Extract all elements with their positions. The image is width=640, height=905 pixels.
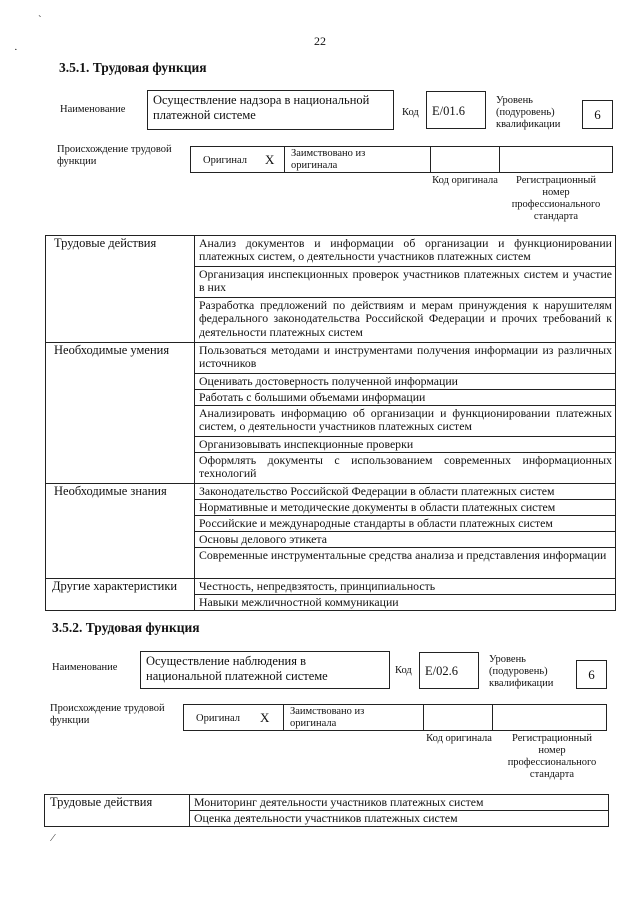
level-label: Уровень (подуровень) квалификации [496, 95, 561, 130]
table-row [45, 795, 609, 811]
list-item: Организовывать инспекционные проверки [195, 437, 616, 453]
origin-row [190, 146, 613, 173]
reg-number-caption: Регистрационный номер профессионального стандарта [511, 175, 601, 222]
list-item: Оформлять документы с использованием современных информационных технологий [195, 453, 616, 484]
borrowed-label: Заимствовано из оригинала [291, 148, 366, 171]
function-table [45, 235, 616, 611]
function-table [44, 794, 609, 827]
original-label: Оригинал [196, 713, 240, 724]
original-mark: X [265, 152, 275, 167]
level-label: Уровень (подуровень) квалификации [489, 654, 554, 689]
code-value-box: E/01.6 [426, 91, 486, 129]
labor-actions-label: Трудовые действия [45, 795, 190, 827]
other-label: Другие характеристики [46, 579, 195, 611]
code-label: Код [402, 107, 419, 118]
origin-row [183, 704, 607, 731]
list-item: Навыки межличностной коммуникации [195, 595, 616, 611]
original-label: Оригинал [203, 155, 247, 166]
original-mark: X [260, 710, 270, 725]
borrowed-label: Заимствовано из оригинала [290, 706, 365, 729]
function-name-box: Осуществление наблюдения в национальной платежной системе [140, 651, 390, 689]
list-item: Оценивать достоверность полученной информации [195, 374, 616, 390]
list-item: Честность, непредвзятость, принципиальность [195, 579, 616, 595]
list-item: Современные инструментальные средства анализа и представления информации [195, 548, 616, 579]
borrowed-cell [283, 704, 424, 731]
list-item: Мониторинг деятельности участников платежных систем [190, 795, 609, 811]
list-item: Основы делового этикета [195, 532, 616, 548]
page-number: 22 [314, 34, 326, 48]
section-title: 3.5.1. Трудовая функция [59, 60, 207, 75]
labor-actions-label: Трудовые действия [46, 236, 195, 343]
list-item: Работать с большими объемами информации [195, 390, 616, 406]
list-item: Российские и международные стандарты в области платежных систем [195, 516, 616, 532]
list-item: Разработка предложений по действиям и мерам принуждения к нарушителям федерального законодательства Российской Федерации и прочих требований к деятельности платежных систем [195, 298, 616, 343]
code-label: Код [395, 665, 412, 676]
scan-mark: · [14, 44, 18, 56]
section-title: 3.5.2. Трудовая функция [52, 620, 200, 635]
origin-code-caption: Код оригинала [426, 733, 492, 744]
reg-number-cell [499, 146, 613, 173]
list-item: Анализ документов и информации об организации и функционировании платежных систем, о деятельности участников платежных систем [195, 236, 616, 267]
scan-mark: ` [38, 14, 42, 26]
origin-code-caption: Код оригинала [432, 175, 498, 186]
origin-label: Происхождение трудовой функции [50, 703, 165, 726]
list-item: Нормативные и методические документы в области платежных систем [195, 500, 616, 516]
name-label: Наименование [52, 662, 118, 673]
skills-label: Необходимые умения [46, 343, 195, 484]
level-value-box: 6 [576, 660, 607, 689]
original-cell [190, 146, 285, 173]
table-row [46, 484, 616, 500]
code-value-box: E/02.6 [419, 652, 479, 689]
function-name-box: Осуществление надзора в национальной платежной системе [147, 90, 394, 130]
knowledge-label: Необходимые знания [46, 484, 195, 579]
list-item: Анализировать информацию об организации и функционировании платежных систем, о деятельности участников платежных систем [195, 406, 616, 437]
table-row [46, 579, 616, 595]
list-item: Законодательство Российской Федерации в области платежных систем [195, 484, 616, 500]
name-label: Наименование [60, 104, 126, 115]
original-cell [183, 704, 284, 731]
origin-code-cell [423, 704, 493, 731]
origin-code-cell [430, 146, 500, 173]
list-item: Пользоваться методами и инструментами получения информации из различных источников [195, 343, 616, 374]
table-row [46, 343, 616, 374]
reg-number-cell [492, 704, 607, 731]
list-item: Оценка деятельности участников платежных систем [190, 811, 609, 827]
level-value-box: 6 [582, 100, 613, 129]
origin-label: Происхождение трудовой функции [57, 144, 172, 167]
list-item: Организация инспекционных проверок участников платежных систем и участие в них [195, 267, 616, 298]
scan-mark: ⁄ [52, 832, 54, 844]
table-row [46, 236, 616, 267]
borrowed-cell [284, 146, 431, 173]
reg-number-caption: Регистрационный номер профессионального стандарта [507, 733, 597, 780]
